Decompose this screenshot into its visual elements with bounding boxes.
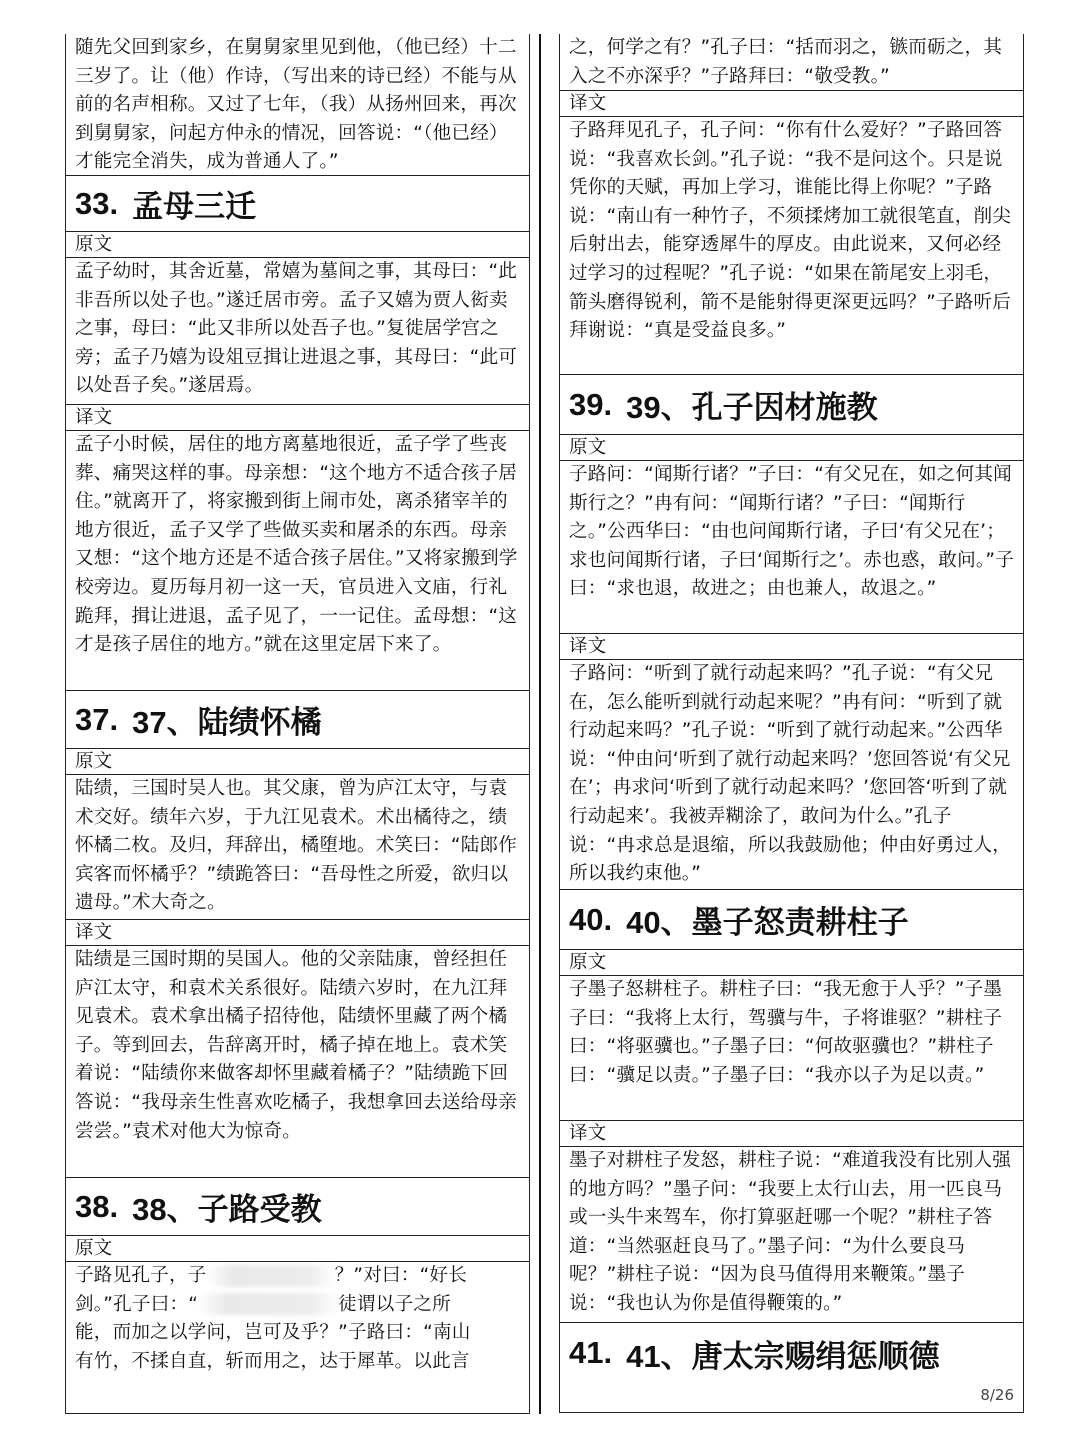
yiwen-text: 陆绩是三国时期的吴国人。他的父亲陆康，曾经担任庐江太守，和袁术关系很好。陆绩六岁时，在九江拜见袁术。袁术拿出橘子招待他，陆绩怀里藏了两个橘子。等到回去，告辞离开时，橘子掉在地上。袁术笑着说：“陆绩你来做客却怀里藏着橘子？”陆绩跪下回答说：“我母亲生性喜欢吃橘子，我想拿回去送给母亲尝尝。”袁术对他大为惊奇。 — [66, 946, 529, 1178]
section-39-heading — [560, 375, 1023, 435]
yiwen-text: 墨子对耕柱子发怒，耕柱子说：“难道我没有比别人强的地方吗？”墨子问：“我要上太行山去，用一匹良马或一头牛来驾车，你打算驱赶哪一个呢？”耕柱子答道：“当然驱赶良马了。”墨子问：“为什么要良马呢？”耕柱子说：“因为良马值得用来鞭策。”墨子说：“我也认为你是值得鞭策的。” — [560, 1147, 1023, 1323]
text-line — [75, 1262, 520, 1291]
redacted-blur — [207, 1265, 335, 1287]
continued-yuanwen-text: 之，何学之有？”孔子曰：“括而羽之，镞而砺之，其入之不亦深乎？”子路拜曰：“敬受教。” — [560, 34, 1023, 91]
yiwen-text: 子路拜见孔子，孔子问：“你有什么爱好？”子路回答说：“我喜欢长剑。”孔子说：“我不是问这个。只是说凭你的天赋，再加上学习，谁能比得上你呢？”子路说：“南山有一种竹子，不须揉烤加工就很笔直，削尖后射出去，能穿透犀牛的厚皮。由此说来，又何必经过学习的过程呢？”孔子说：“如果在箭尾安上羽毛，箭头磨得锐利，箭不是能射得更深更远吗？”子路听后拜谢说：“真是受益良多。” — [560, 117, 1023, 375]
yiwen-text: 孟子小时候，居住的地方离墓地很近，孟子学了些丧葬、痛哭这样的事。母亲想：“这个地方不适合孩子居住。”就离开了，将家搬到街上闹市处，离杀猪宰羊的地方很近，孟子又学了些做买卖和屠杀的东西。母亲又想：“这个地方还是不适合孩子居住。”又将家搬到学校旁边。夏历每月初一这一天，官员进入文庙，行礼跪拜，揖让进退，孟子见了，一一记住。孟母想：“这才是孩子居住的地方。”就在这里定居下来了。 — [66, 431, 529, 691]
text-fragment: 剑。”孔子曰：“ — [75, 1293, 199, 1315]
yuanwen-text: 陆绩，三国时吴人也。其父康，曾为庐江太守，与袁术交好。绩年六岁，于九江见袁术。术出橘待之，绩怀橘二枚。及归，拜辞出，橘堕地。术笑曰：“陆郎作宾客而怀橘乎？”绩跪答曰：“吾母性之所爱，欲归以遗母。”术大奇之。 — [66, 775, 529, 920]
section-title: 37、陆绩怀橘 — [132, 705, 322, 740]
section-number: 33. — [75, 185, 119, 221]
section-41-heading — [560, 1323, 1023, 1383]
column-divider — [539, 34, 541, 1414]
text-line: 能，而加之以学问，岂可及乎？”子路曰：“南山 — [75, 1322, 471, 1344]
section-title: 41、唐太宗赐绢惩顺德 — [626, 1338, 940, 1374]
yuanwen-text: 子路问：“闻斯行诸？”子曰：“有父兄在，如之何其闻斯行之？”冉有问：“闻斯行诸？”子曰：“闻斯行之。”公西华曰：“由也问闻斯行诸，子曰‘有父兄在’；求也问闻斯行诸，子曰‘闻斯行之’。赤也惑，敢问。”子曰：“求也退，故进之；由也兼人，故退之。” — [560, 461, 1023, 634]
section-title: 39、孔子因材施教 — [626, 390, 878, 425]
yuanwen-label: 原文 — [66, 232, 529, 258]
yiwen-label: 译文 — [560, 1121, 1023, 1147]
yuanwen-label: 原文 — [560, 950, 1023, 976]
page-number: 8/26 — [980, 1386, 1014, 1404]
yiwen-label: 译文 — [560, 634, 1023, 660]
section-37-heading — [66, 691, 529, 749]
yiwen-label: 译文 — [66, 920, 529, 946]
section-number: 40. — [569, 901, 613, 937]
section-title: 38、子路受教 — [132, 1192, 322, 1227]
yiwen-label: 译文 — [66, 405, 529, 431]
section-38-heading — [66, 1178, 529, 1236]
text-fragment: ？”对曰：“好长 — [334, 1265, 467, 1286]
right-column — [559, 34, 1024, 1413]
yuanwen-label: 原文 — [66, 749, 529, 775]
yiwen-label: 译文 — [560, 91, 1023, 117]
yiwen-text: 子路问：“听到了就行动起来吗？”孔子说：“有父兄在，怎么能听到就行动起来呢？”冉有问：“听到了就行动起来吗？”孔子说：“听到了就行动起来。”公西华说：“仲由问‘听到了就行动起来吗？’您回答说‘有父兄在’；冉求问‘听到了就行动起来吗？’您回答‘听到了就行动起来’。我被弄糊涂了，敢问为什么。”孔子说：“冉求总是退缩，所以我鼓励他；仲由好勇过人，所以我约束他。” — [560, 660, 1023, 890]
yuanwen-label: 原文 — [560, 435, 1023, 461]
section-title: 孟母三迁 — [132, 189, 257, 224]
section-33-heading — [66, 176, 529, 232]
section-title: 40、墨子怒责耕柱子 — [626, 905, 909, 940]
section-number: 38. — [75, 1188, 119, 1224]
text-fragment: 徒谓以子之所 — [338, 1293, 451, 1315]
section-number: 41. — [569, 1335, 613, 1370]
yuanwen-text — [66, 1262, 529, 1380]
yuanwen-label: 原文 — [66, 1236, 529, 1262]
text-fragment: 子路见孔子，子 — [75, 1265, 207, 1286]
section-number: 37. — [75, 701, 119, 737]
yuanwen-text: 子墨子怒耕柱子。耕柱子曰：“我无愈于人乎？”子墨子曰：“我将上太行，驾骥与牛，子将谁驱？”耕柱子曰：“将驱骥也。”子墨子曰：“何故驱骥也？”耕柱子曰：“骥足以责。”子墨子曰：“我亦以子为足以责。” — [560, 976, 1023, 1121]
continued-translation-text: 随先父回到家乡，在舅舅家里见到他，（他已经）十二三岁了。让（他）作诗，（写出来的诗已经）不能与从前的名声相称。又过了七年，（我）从扬州回来，再次到舅舅家，问起方仲永的情况，回答说：“（他已经）才能完全消失，成为普通人了。” — [66, 34, 529, 176]
redacted-blur — [198, 1293, 338, 1315]
text-line: 有竹，不揉自直，斩而用之，达于犀革。以此言 — [75, 1350, 470, 1372]
section-40-heading — [560, 890, 1023, 950]
section-number: 39. — [569, 386, 613, 422]
left-column — [65, 34, 530, 1414]
text-line — [75, 1291, 520, 1320]
yuanwen-text: 孟子幼时，其舍近墓，常嬉为墓间之事，其母曰：“此非吾所以处子也。”遂迁居市旁。孟子又嬉为贾人衒卖之事，母曰：“此又非所以处吾子也。”复徙居学宫之旁；孟子乃嬉为设俎豆揖让进退之事，其母曰：“此可以处吾子矣。”遂居焉。 — [66, 258, 529, 405]
